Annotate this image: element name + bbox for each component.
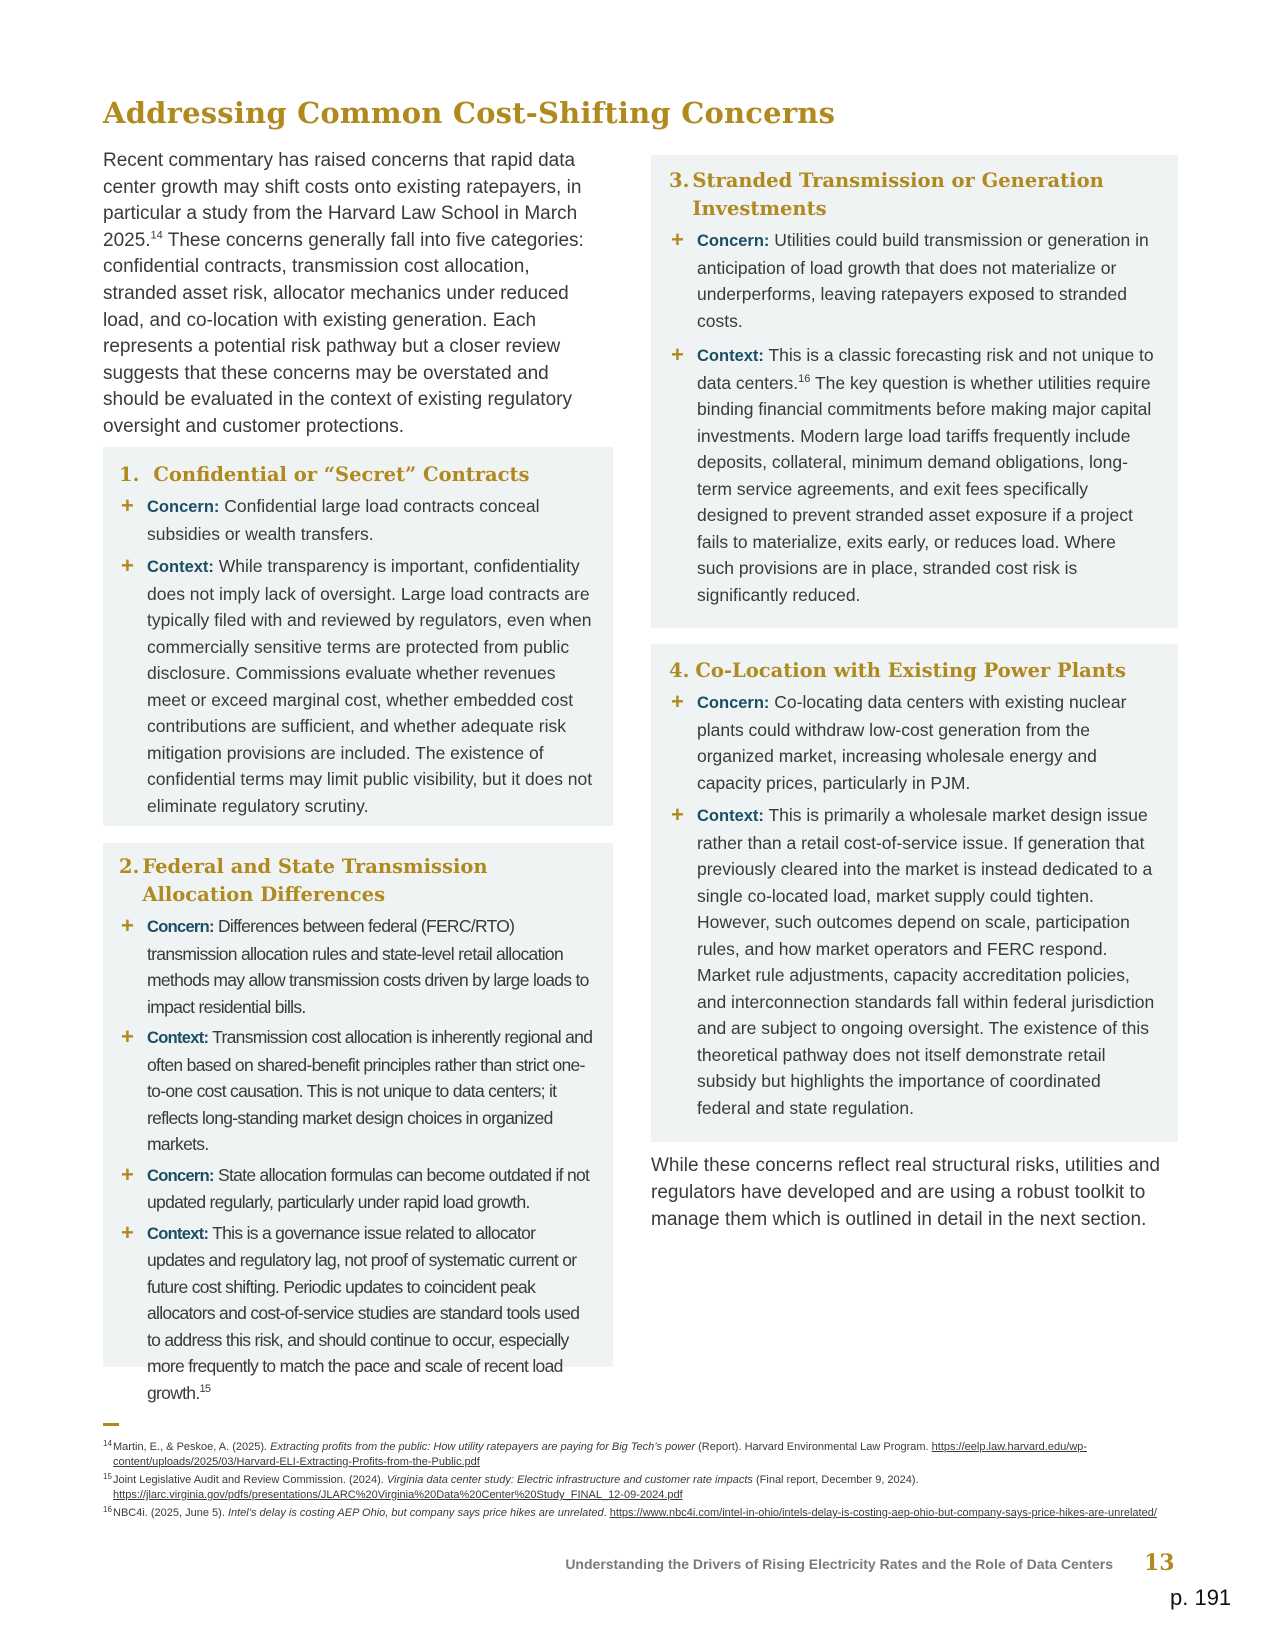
bullet-text: Co-locating data centers with existing nuclear plants could withdraw low-cost generation from the organized market, increasing wholesale energy and capacity prices, particularly in PJM. (697, 692, 1127, 793)
footnote-text: Martin, E., & Peskoe, A. (2025). (113, 1441, 271, 1453)
bullet-context (669, 802, 1156, 1121)
footnote-link[interactable]: https://eelp.law.harvard.edu/wp-content/uploads/2025/03/Harvard-ELI-Extracting-Profits-from-the-Public.pdf (113, 1441, 1087, 1468)
footnote-16: 16 NBC4i. (2025, June 5). Intel’s delay is costing AEP Ohio, but company says price hikes are unrelated. https://www.nbc4i.com/intel-in-ohio/intels-delay-is-costing-aep-ohio-but-company-says-price-hikes-are-unrelated/ (103, 1505, 1157, 1519)
plus-icon: + (671, 227, 684, 252)
section-4-panel (651, 644, 1178, 1142)
footnote-link[interactable]: https://www.nbc4i.com/intel-in-ohio/intels-delay-is-costing-aep-ohio-but-company-says-price-hikes-are-unrelated/ (609, 1507, 1157, 1519)
plus-icon: + (121, 1161, 134, 1187)
intro-text: Recent commentary has raised concerns that rapid data center growth may shift costs onto existing ratepayers, in particular a study from the Harvard Law School in March 2025. (103, 150, 582, 251)
section-1-heading (119, 461, 593, 489)
section-number: 4. (669, 659, 690, 682)
page-title: Addressing Common Cost-Shifting Concerns (103, 96, 836, 130)
section-2-heading (119, 853, 593, 909)
footnote-text: (Final report, December 9, 2024). (752, 1474, 919, 1486)
bullet-context (669, 342, 1156, 608)
bullet-text: Transmission cost allocation is inherently regional and often based on shared-benefit principles rather than strict one-to-one cost causation. This is not unique to data centers; it reflects long-standing market design choices in organized markets. (147, 1027, 593, 1154)
section-number: 1. (119, 463, 140, 486)
section-title: Stranded Transmission or Generation Investments (692, 169, 1104, 220)
footnote-15: 15 Joint Legislative Audit and Review Commission. (2024). Virginia data center study: Electric infrastructure and customer rate impacts (Final report, December 9, 2024). https://jlarc.virginia.gov/pdfs/presentations/JLARC%20Virginia%20Data%20Center%20Study_FINAL_12-09-2024.pdf (103, 1472, 919, 1501)
footnote-divider (103, 1423, 119, 1426)
footnotes (103, 1440, 1163, 1524)
section-title: Federal and State Transmission Allocation Differences (142, 855, 488, 906)
section-3-panel (651, 155, 1178, 628)
section-1-panel (103, 447, 613, 826)
section-number: 2. (119, 855, 140, 878)
footnote-text: NBC4i. (2025, June 5). (113, 1507, 228, 1519)
bullet-text: Confidential large load contracts conceal subsidies or wealth transfers. (147, 496, 540, 544)
footnote-ref-15[interactable]: 15 (199, 1382, 211, 1395)
bullet-label: Context: (147, 558, 214, 576)
closing-paragraph: While these concerns reflect real structural risks, utilities and regulators have developed and are using a robust toolkit to manage them which is outlined in detail in the next section. (651, 1155, 1160, 1230)
bullet-context (119, 553, 593, 819)
bullet-label: Context: (697, 807, 764, 825)
footnote-link[interactable]: https://jlarc.virginia.gov/pdfs/presentations/JLARC%20Virginia%20Data%20Center%20Study_FINAL_12-09-2024.pdf (113, 1489, 683, 1501)
footnote-ref-16[interactable]: 16 (798, 372, 811, 385)
footnote-text: . (603, 1507, 610, 1519)
footer-document-title: Understanding the Drivers of Rising Electricity Rates and the Role of Data Centers (565, 1556, 1113, 1572)
plus-icon: + (121, 493, 134, 518)
intro-text-continued: These concerns generally fall into five categories: confidential contracts, transmission cost allocation, stranded asset risk, allocator mechanics under reduced load, and co-location with existing generation. Each represents a potential risk pathway but a closer review suggests that these concerns may be overstated and should be evaluated in the context of existing regulatory oversight and customer protections. (103, 229, 584, 437)
bullet-label: Context: (147, 1224, 209, 1243)
bullet-concern (119, 913, 593, 1020)
plus-icon: + (121, 913, 134, 938)
bullet-text: This is primarily a wholesale market design issue rather than a retail cost-of-service issue. If generation that previously cleared into the market is instead dedicated to a single co-located load, market supply could tighten. However, such outcomes depend on scale, participation rules, and how market operators and FERC respond. Market rule adjustments, capacity accreditation policies, and interconnection standards fall within federal jurisdiction and are subject to ongoing oversight. The existence of this theoretical pathway does not itself demonstrate retail subsidy but highlights the importance of coordinated federal and state regulation. (697, 805, 1155, 1118)
page-stamp: p. 191 (1170, 1585, 1232, 1610)
bullet-concern (669, 689, 1156, 796)
footnote-text: Joint Legislative Audit and Review Commission. (2024). (113, 1474, 387, 1486)
bullet-text-continued: The key question is whether utilities require binding financial commitments before making major capital investments. Modern large load tariffs frequently include deposits, collateral, minimum demand obligations, long-term service agreements, and exit fees specifically designed to prevent stranded asset exposure if a project fails to materialize, exits early, or reduces load. Where such provisions are in place, stranded cost risk is significantly reduced. (697, 372, 1152, 605)
plus-icon: + (121, 553, 134, 578)
bullet-label: Concern: (147, 498, 220, 516)
footnote-title: Extracting profits from the public: How utility ratepayers are paying for Big Tech’s power (270, 1441, 696, 1453)
page-number: 13 (1144, 1550, 1175, 1576)
section-2-panel (103, 843, 613, 1403)
bullet-text: This is a governance issue related to allocator updates and regulatory lag, not proof of systematic current or future cost shifting. Periodic updates to coincident peak allocators and cost-of-service studies are standard tools used to address this risk, and should continue to occur, especially more frequently to match the pace and scale of recent load growth. (147, 1222, 580, 1403)
footnote-title: Virginia data center study: Electric infrastructure and customer rate impacts (386, 1474, 753, 1486)
plus-icon: + (671, 342, 684, 367)
bullet-label: Concern: (147, 1166, 214, 1185)
bullet-context (119, 1220, 593, 1407)
footnote-text: (Report). Harvard Environmental Law Program. (695, 1441, 932, 1453)
plus-icon: + (671, 802, 684, 827)
bullet-context (119, 1024, 593, 1158)
bullet-concern (669, 227, 1156, 334)
section-4-heading (669, 657, 1156, 685)
section-3-heading (669, 167, 1156, 223)
footnote-title: Intel’s delay is costing AEP Ohio, but company says price hikes are unrelated (227, 1507, 604, 1519)
bullet-label: Concern: (697, 694, 770, 712)
plus-icon: + (121, 1024, 134, 1049)
bullet-concern (119, 493, 593, 547)
bullet-text: While transparency is important, confidentiality does not imply lack of oversight. Large load contracts are typically filed with and reviewed by regulators, even when commercially sensitive terms are protected from public disclosure. Commissions evaluate whether revenues meet or exceed marginal cost, whether embedded cost contributions are sufficient, and whether adequate risk mitigation provisions are included. The existence of confidential terms may limit public visibility, but it does not eliminate regulatory scrutiny. (147, 556, 593, 816)
section-title: Co-Location with Existing Power Plants (695, 659, 1126, 682)
footnote-ref-14[interactable]: 14 (150, 229, 163, 242)
footnote-14: 14 Martin, E., & Peskoe, A. (2025). Extracting profits from the public: How utility ratepayers are paying for Big Tech’s power (Report). Harvard Environmental Law Program. https://eelp.law.harvard.edu/wp-content/uploads/2025/03/Harvard-ELI-Extracting-Profits-from-the-Public.pdf (103, 1439, 1087, 1468)
section-title: Confidential or “Secret” Contracts (153, 463, 530, 486)
bullet-text: State allocation formulas can become outdated if not updated regularly, particularly under rapid load growth. (147, 1164, 590, 1212)
bullet-concern (119, 1162, 593, 1216)
bullet-label: Context: (697, 347, 764, 365)
bullet-label: Context: (147, 1029, 209, 1047)
bullet-label: Concern: (147, 918, 214, 936)
plus-icon: + (671, 689, 684, 714)
section-number: 3. (669, 169, 690, 192)
bullet-label: Concern: (697, 232, 770, 250)
intro-paragraph (103, 148, 603, 441)
bullet-text: Utilities could build transmission or generation in anticipation of load growth that does not materialize or underperforms, leaving ratepayers exposed to stranded costs. (697, 230, 1149, 331)
bullet-text: Differences between federal (FERC/RTO) transmission allocation rules and state-level retail allocation methods may allow transmission costs driven by large loads to impact residential bills. (147, 916, 589, 1017)
plus-icon: + (121, 1219, 134, 1245)
bullet-text: This is a classic forecasting risk and not unique to data centers. (697, 345, 1154, 393)
